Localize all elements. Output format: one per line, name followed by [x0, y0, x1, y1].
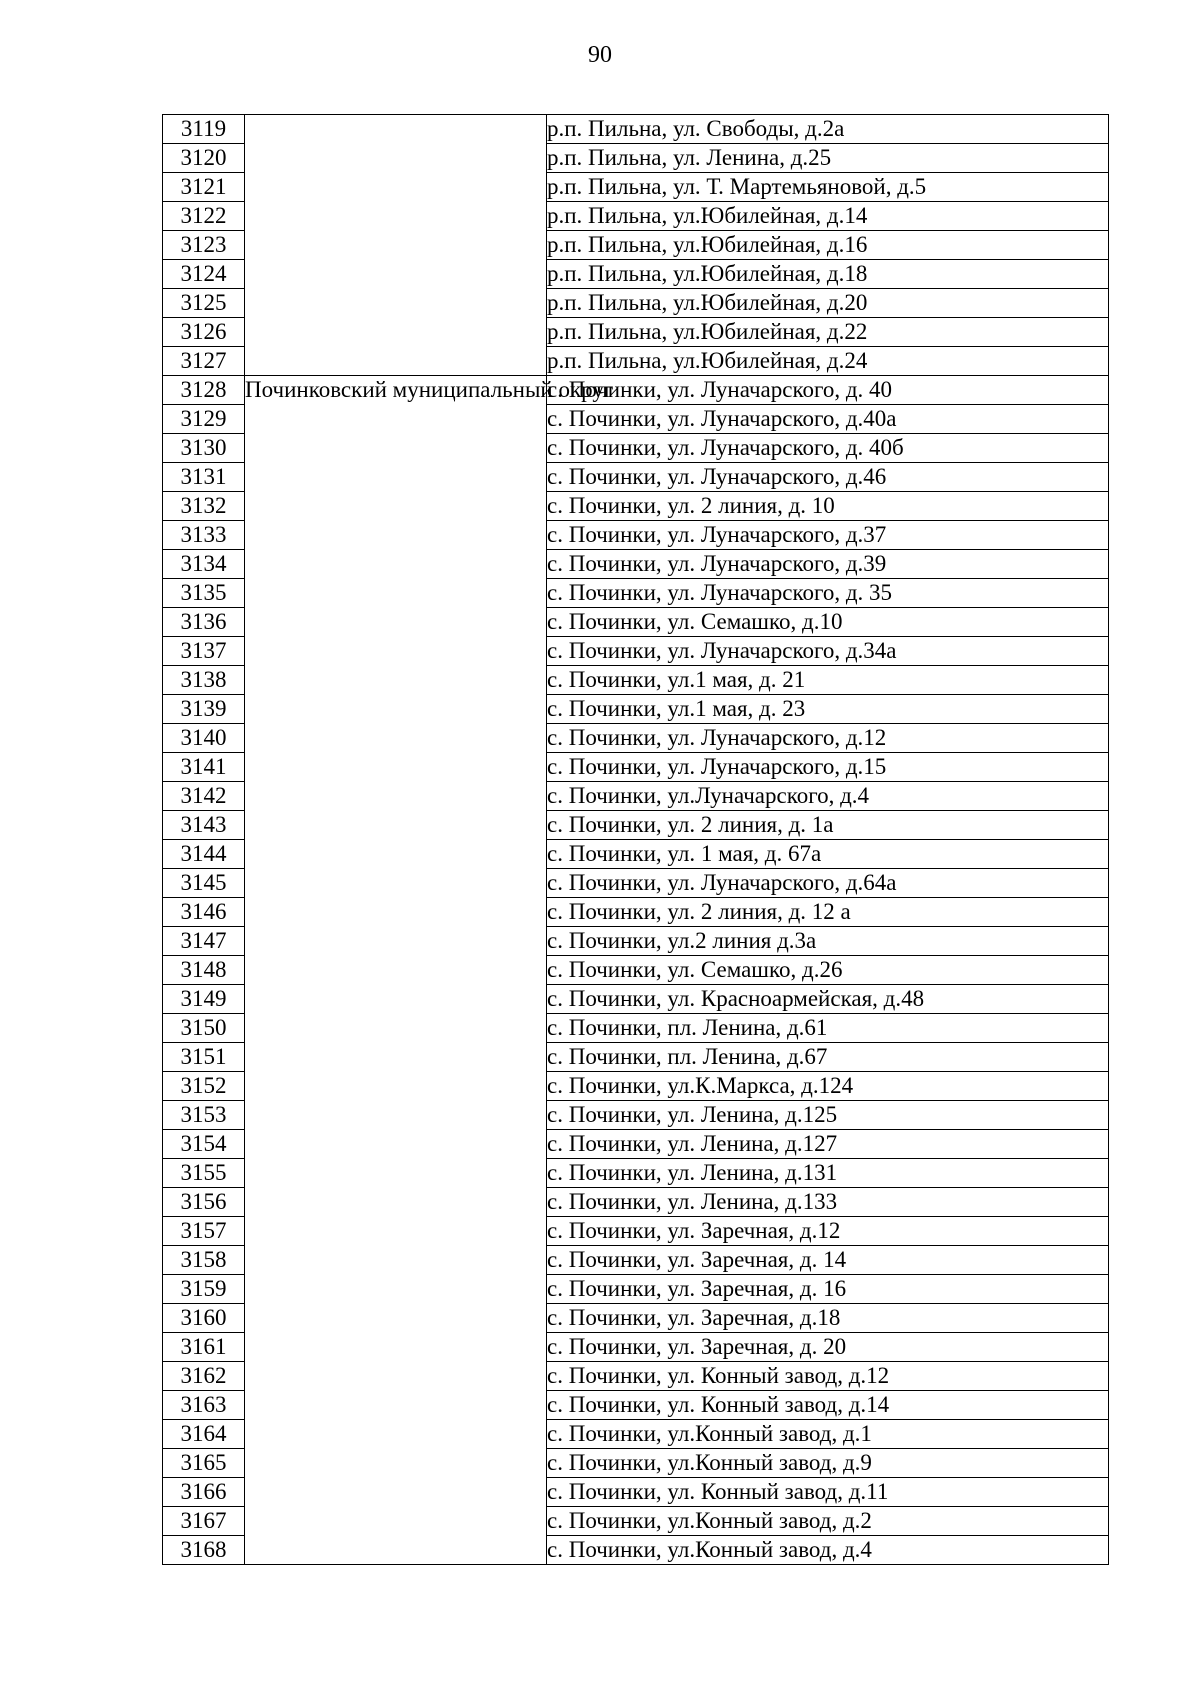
address-cell: с. Починки, ул. Семашко, д.26 — [547, 956, 1109, 985]
row-number: 3163 — [163, 1391, 245, 1420]
address-table — [162, 114, 1109, 1565]
row-number: 3158 — [163, 1246, 245, 1275]
row-number: 3161 — [163, 1333, 245, 1362]
address-cell: с. Починки, ул. Луначарского, д.15 — [547, 753, 1109, 782]
address-cell: с. Починки, ул. Конный завод, д.14 — [547, 1391, 1109, 1420]
address-cell: с. Починки, ул. Луначарского, д.64а — [547, 869, 1109, 898]
address-cell: с. Починки, ул.Луначарского, д.4 — [547, 782, 1109, 811]
row-number: 3120 — [163, 144, 245, 173]
row-number: 3127 — [163, 347, 245, 376]
address-cell: с. Починки, ул. Луначарского, д.12 — [547, 724, 1109, 753]
table-row — [163, 376, 1109, 405]
address-cell: с. Починки, ул.Конный завод, д.9 — [547, 1449, 1109, 1478]
address-cell: р.п. Пильна, ул.Юбилейная, д.22 — [547, 318, 1109, 347]
address-cell: р.п. Пильна, ул. Ленина, д.25 — [547, 144, 1109, 173]
address-cell: р.п. Пильна, ул.Юбилейная, д.16 — [547, 231, 1109, 260]
address-cell: с. Починки, ул. Ленина, д.131 — [547, 1159, 1109, 1188]
address-cell: с. Починки, ул.2 линия д.3а — [547, 927, 1109, 956]
address-cell: с. Починки, ул. Заречная, д. 14 — [547, 1246, 1109, 1275]
district-cell: Починковский муниципальный округ — [245, 376, 547, 1565]
address-cell: с. Починки, пл. Ленина, д.67 — [547, 1043, 1109, 1072]
district-cell — [245, 115, 547, 376]
row-number: 3164 — [163, 1420, 245, 1449]
row-number: 3131 — [163, 463, 245, 492]
address-cell: с. Починки, ул. Заречная, д. 20 — [547, 1333, 1109, 1362]
address-cell: с. Починки, ул.Конный завод, д.4 — [547, 1536, 1109, 1565]
address-cell: с. Починки, ул. Ленина, д.133 — [547, 1188, 1109, 1217]
row-number: 3133 — [163, 521, 245, 550]
row-number: 3141 — [163, 753, 245, 782]
address-cell: с. Починки, ул.1 мая, д. 21 — [547, 666, 1109, 695]
address-cell: с. Починки, ул. Ленина, д.125 — [547, 1101, 1109, 1130]
row-number: 3160 — [163, 1304, 245, 1333]
address-cell: р.п. Пильна, ул.Юбилейная, д.14 — [547, 202, 1109, 231]
address-cell: с. Починки, ул. Луначарского, д.34а — [547, 637, 1109, 666]
row-number: 3124 — [163, 260, 245, 289]
row-number: 3135 — [163, 579, 245, 608]
row-number: 3156 — [163, 1188, 245, 1217]
row-number: 3155 — [163, 1159, 245, 1188]
row-number: 3167 — [163, 1507, 245, 1536]
address-cell: с. Починки, ул. Луначарского, д. 40 — [547, 376, 1109, 405]
row-number: 3159 — [163, 1275, 245, 1304]
address-cell: с. Починки, ул. 1 мая, д. 67а — [547, 840, 1109, 869]
address-cell: с. Починки, ул. Заречная, д.12 — [547, 1217, 1109, 1246]
row-number: 3142 — [163, 782, 245, 811]
row-number: 3148 — [163, 956, 245, 985]
address-table-body — [163, 115, 1109, 1565]
row-number: 3132 — [163, 492, 245, 521]
address-cell: с. Починки, пл. Ленина, д.61 — [547, 1014, 1109, 1043]
row-number: 3151 — [163, 1043, 245, 1072]
row-number: 3152 — [163, 1072, 245, 1101]
address-cell: с. Починки, ул. Луначарского, д.39 — [547, 550, 1109, 579]
address-cell: с. Починки, ул. Ленина, д.127 — [547, 1130, 1109, 1159]
address-cell: с. Починки, ул. Семашко, д.10 — [547, 608, 1109, 637]
address-cell: с. Починки, ул. Красноармейская, д.48 — [547, 985, 1109, 1014]
address-cell: с. Починки, ул. 2 линия, д. 10 — [547, 492, 1109, 521]
row-number: 3122 — [163, 202, 245, 231]
address-cell: с. Починки, ул.Конный завод, д.2 — [547, 1507, 1109, 1536]
row-number: 3162 — [163, 1362, 245, 1391]
row-number: 3136 — [163, 608, 245, 637]
row-number: 3144 — [163, 840, 245, 869]
address-cell: р.п. Пильна, ул. Т. Мартемьяновой, д.5 — [547, 173, 1109, 202]
row-number: 3157 — [163, 1217, 245, 1246]
row-number: 3129 — [163, 405, 245, 434]
table-row — [163, 115, 1109, 144]
address-cell: р.п. Пильна, ул. Свободы, д.2а — [547, 115, 1109, 144]
row-number: 3119 — [163, 115, 245, 144]
row-number: 3123 — [163, 231, 245, 260]
row-number: 3153 — [163, 1101, 245, 1130]
row-number: 3137 — [163, 637, 245, 666]
address-cell: с. Починки, ул. Заречная, д. 16 — [547, 1275, 1109, 1304]
row-number: 3140 — [163, 724, 245, 753]
row-number: 3139 — [163, 695, 245, 724]
row-number: 3126 — [163, 318, 245, 347]
address-cell: р.п. Пильна, ул.Юбилейная, д.20 — [547, 289, 1109, 318]
address-cell: с. Починки, ул. Луначарского, д. 40б — [547, 434, 1109, 463]
row-number: 3168 — [163, 1536, 245, 1565]
page-number: 90 — [588, 42, 612, 68]
row-number: 3154 — [163, 1130, 245, 1159]
row-number: 3121 — [163, 173, 245, 202]
address-cell: с. Починки, ул.1 мая, д. 23 — [547, 695, 1109, 724]
row-number: 3165 — [163, 1449, 245, 1478]
row-number: 3125 — [163, 289, 245, 318]
row-number: 3138 — [163, 666, 245, 695]
row-number: 3134 — [163, 550, 245, 579]
address-cell: р.п. Пильна, ул.Юбилейная, д.18 — [547, 260, 1109, 289]
address-cell: с. Починки, ул. 2 линия, д. 1а — [547, 811, 1109, 840]
address-cell: с. Починки, ул.Конный завод, д.1 — [547, 1420, 1109, 1449]
address-cell: с. Починки, ул. Конный завод, д.11 — [547, 1478, 1109, 1507]
row-number: 3130 — [163, 434, 245, 463]
row-number: 3147 — [163, 927, 245, 956]
address-cell: р.п. Пильна, ул.Юбилейная, д.24 — [547, 347, 1109, 376]
row-number: 3150 — [163, 1014, 245, 1043]
address-cell: с. Починки, ул.К.Маркса, д.124 — [547, 1072, 1109, 1101]
row-number: 3128 — [163, 376, 245, 405]
address-cell: с. Починки, ул. 2 линия, д. 12 а — [547, 898, 1109, 927]
address-cell: с. Починки, ул. Луначарского, д. 35 — [547, 579, 1109, 608]
address-cell: с. Починки, ул. Конный завод, д.12 — [547, 1362, 1109, 1391]
address-cell: с. Починки, ул. Заречная, д.18 — [547, 1304, 1109, 1333]
row-number: 3146 — [163, 898, 245, 927]
row-number: 3149 — [163, 985, 245, 1014]
row-number: 3166 — [163, 1478, 245, 1507]
address-cell: с. Починки, ул. Луначарского, д.40а — [547, 405, 1109, 434]
row-number: 3145 — [163, 869, 245, 898]
address-cell: с. Починки, ул. Луначарского, д.37 — [547, 521, 1109, 550]
row-number: 3143 — [163, 811, 245, 840]
address-cell: с. Починки, ул. Луначарского, д.46 — [547, 463, 1109, 492]
